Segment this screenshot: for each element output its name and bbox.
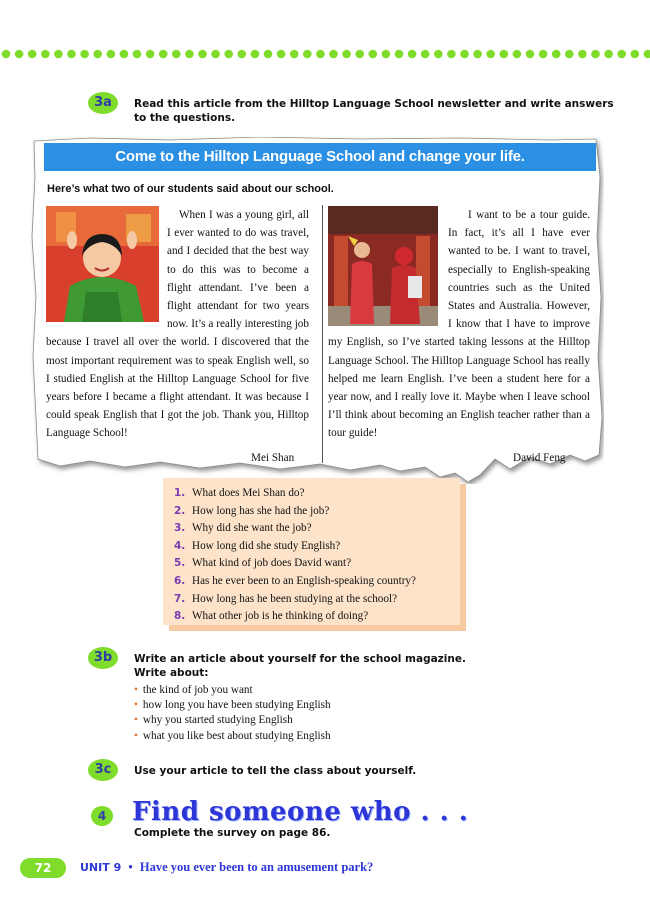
dot (2, 50, 11, 59)
bullet-icon: • (134, 729, 138, 742)
question-number: 2. (174, 504, 186, 517)
dot (120, 50, 129, 59)
question-text: What other job is he thinking of doing? (192, 610, 369, 623)
dot (54, 50, 63, 59)
column-divider (322, 205, 323, 463)
question-number: 4. (174, 539, 186, 552)
dot (185, 50, 194, 59)
footer-separator: • (128, 860, 133, 874)
write-about-item (134, 713, 331, 728)
dot (513, 50, 522, 59)
dot (15, 50, 24, 59)
dot (460, 50, 469, 59)
dot (107, 50, 116, 59)
write-about-text: the kind of job you want (142, 684, 253, 696)
question-number: 6. (174, 574, 186, 587)
write-about-list (134, 683, 331, 744)
dot (342, 50, 351, 59)
dot (251, 50, 260, 59)
question-number: 5. (174, 557, 186, 570)
write-about-text: how long you have been studying English (142, 699, 331, 712)
dot (277, 50, 286, 59)
dot (578, 50, 587, 59)
question-text: How long has she had the job? (192, 504, 330, 517)
find-someone-title: Find someone who . . . (132, 797, 469, 827)
dot (224, 50, 233, 59)
question-text: How long has he been studying at the school? (192, 592, 398, 605)
dot (172, 50, 181, 59)
dot (500, 50, 509, 59)
unit-label: UNIT 9 (80, 861, 122, 874)
dot (382, 50, 391, 59)
dot (604, 50, 613, 59)
write-about-text: why you started studying English (142, 714, 293, 727)
write-about-item (134, 698, 331, 713)
dot (473, 50, 482, 59)
dot (211, 50, 220, 59)
section-3b-write-about: Write about: (134, 667, 209, 679)
question-text: What does Mei Shan do? (192, 487, 305, 499)
section-3b-badge: 3b (88, 647, 118, 669)
dotted-border (0, 48, 650, 60)
write-about-item (134, 729, 331, 744)
article-banner: Come to the Hilltop Language School and change your life. (44, 143, 596, 171)
bullet-icon: • (134, 714, 138, 727)
dot (146, 50, 155, 59)
section-3c-badge: 3c (88, 759, 118, 781)
question-number: 1. (174, 487, 186, 499)
bullet-icon: • (134, 699, 138, 712)
dot (303, 50, 312, 59)
question-text: What kind of job does David want? (192, 557, 352, 570)
question-number: 7. (174, 592, 186, 605)
dot (644, 50, 650, 59)
dot (80, 50, 89, 59)
page-number: 72 (20, 858, 66, 878)
dot (447, 50, 456, 59)
dot (617, 50, 626, 59)
dot (316, 50, 325, 59)
dot (133, 50, 142, 59)
dot (552, 50, 561, 59)
section-4-badge: 4 (91, 806, 113, 826)
dot (369, 50, 378, 59)
dot (41, 50, 50, 59)
write-about-text: what you like best about studying English (142, 729, 331, 742)
dot (28, 50, 37, 59)
question-item (174, 520, 416, 538)
dot (238, 50, 247, 59)
dot (421, 50, 430, 59)
dot (67, 50, 76, 59)
dot (408, 50, 417, 59)
mei-shan-photo (46, 206, 159, 322)
questions-list (174, 485, 416, 626)
dot (264, 50, 273, 59)
question-item (174, 608, 416, 626)
footer-unit-title (80, 860, 373, 875)
dot (198, 50, 207, 59)
dot (526, 50, 535, 59)
article-subtitle: Here’s what two of our students said about our school. (47, 183, 334, 195)
section-3a-instruction: Read this article from the Hilltop Language School newsletter and write answers to the questions. (134, 98, 614, 124)
mei-shan-signature: Mei Shan (251, 452, 295, 464)
question-item (174, 538, 416, 556)
dot (290, 50, 299, 59)
dot (631, 50, 640, 59)
bullet-icon: • (134, 684, 138, 696)
dot (329, 50, 338, 59)
article-right-column: I want to be a tour guide. In fact, it’s all I have ever wanted to be. I want to travel, especially to English-speaking countries such as the United States and Australia. However, I know that I have to improve my English, so I’ve started taking lessons at the Hilltop Language School. The Hilltop Language School has really helped me learn English. I’ve been a student here for a year now, and I really love it. Maybe when I leave school I’ll think about becoming an English teacher rather than a tour guide! (328, 206, 590, 443)
question-item (174, 555, 416, 573)
question-item (174, 503, 416, 521)
dot (486, 50, 495, 59)
question-item (174, 591, 416, 609)
question-item (174, 485, 416, 503)
question-text: Has he ever been to an English-speaking country? (192, 574, 416, 587)
footer-title: Have you ever been to an amusement park? (139, 860, 374, 874)
dot (159, 50, 168, 59)
section-3a-badge: 3a (88, 92, 118, 114)
david-feng-photo (328, 206, 438, 326)
dot (434, 50, 443, 59)
dot (355, 50, 364, 59)
article-left-column: When I was a young girl, all I ever wanted to do was travel, and I decided that the best way to do this was to become a flight attendant. I’ve been a flight attendant for two years now. It’s a really interesting job because I travel all over the world. I discovered that the most important requirement was to speak English well, so I studied English at the Hilltop Language School for five years before I became a flight attendant. It was because I could speak English that I got the job. Thank you, Hilltop Language School! (46, 206, 309, 443)
question-text: How long did she study English? (192, 539, 341, 552)
dot (591, 50, 600, 59)
dot (93, 50, 102, 59)
question-number: 8. (174, 610, 186, 623)
dot (565, 50, 574, 59)
david-feng-signature: David Feng (513, 452, 566, 464)
question-item (174, 573, 416, 591)
section-3c-instruction: Use your article to tell the class about yourself. (134, 765, 417, 777)
question-number: 3. (174, 522, 186, 535)
write-about-item (134, 683, 331, 698)
section-3b-instruction: Write an article about yourself for the school magazine. (134, 653, 466, 665)
question-text: Why did she want the job? (192, 522, 312, 535)
dot (539, 50, 548, 59)
dot (395, 50, 404, 59)
section-4-instruction: Complete the survey on page 86. (134, 827, 331, 839)
